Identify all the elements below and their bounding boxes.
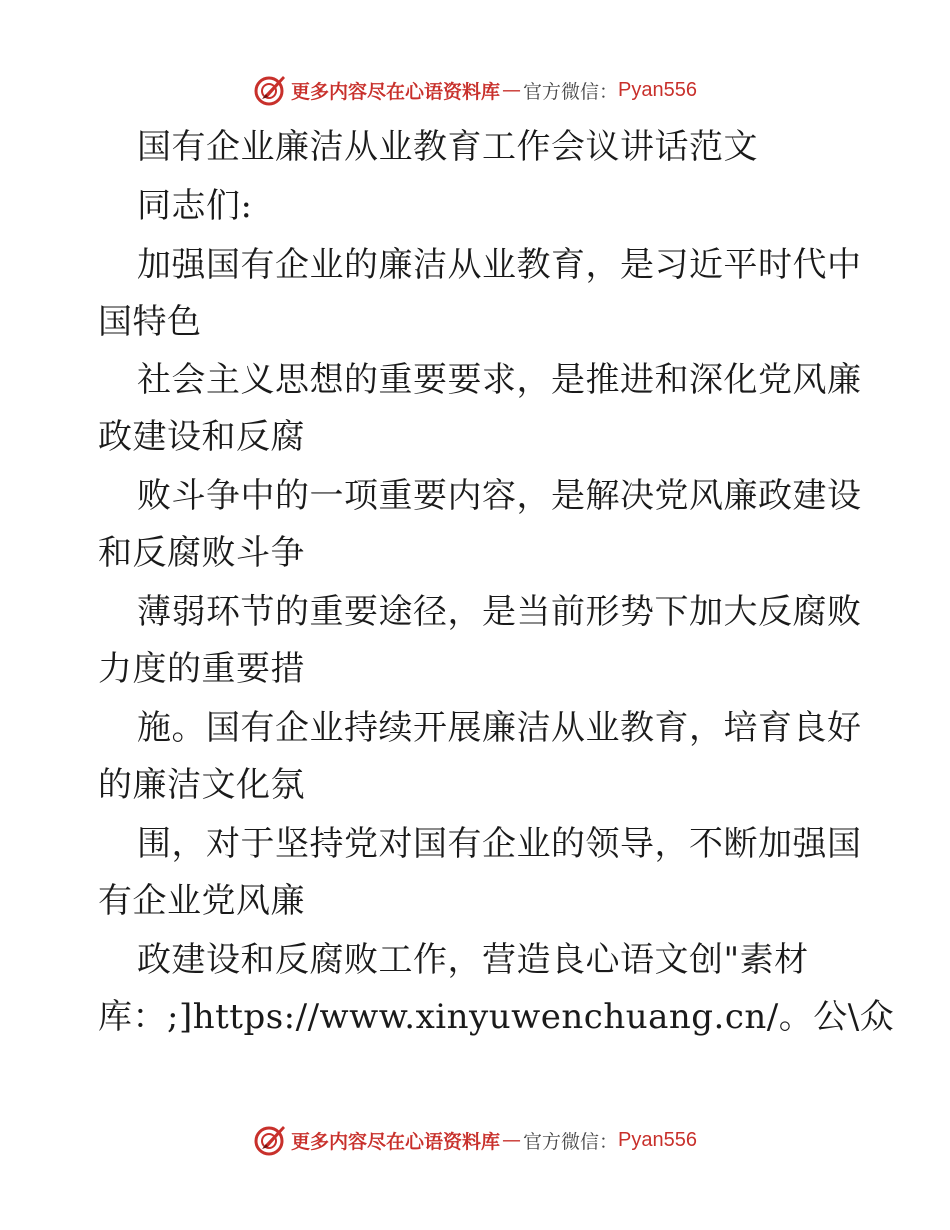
banner-wechat-label: 官方微信： xyxy=(523,80,619,103)
banner-slogan: 更多内容尽在心语资料库 xyxy=(291,1130,501,1153)
paragraph-line: 围，对于坚持党对国有企业的领导，不断加强国 xyxy=(137,824,862,864)
paragraph-line: 国特色 xyxy=(98,302,202,342)
paragraph-line: 施。国有企业持续开展廉洁从业教育，培育良好 xyxy=(137,708,862,748)
header-banner xyxy=(0,70,950,110)
paragraph-line: 社会主义思想的重要要求，是推进和深化党风廉 xyxy=(137,360,862,400)
footer-banner xyxy=(0,1120,950,1160)
quill-pen-logo-icon xyxy=(253,1123,287,1157)
banner-wechat-id: Pyan556 xyxy=(618,78,697,101)
paragraph-line: 薄弱环节的重要途径，是当前形势下加大反腐败 xyxy=(137,592,862,632)
paragraph-line: 和反腐败斗争 xyxy=(98,533,305,573)
paragraph-line-url: 库：;]https://www.xinyuwenchuang.cn/。公\众 xyxy=(98,997,895,1037)
paragraph-line: 的廉洁文化氛 xyxy=(98,765,305,805)
paragraph-line: 力度的重要措 xyxy=(98,649,305,689)
document-title: 国有企业廉洁从业教育工作会议讲话范文 xyxy=(137,127,758,167)
paragraph-line: 政建设和反腐败工作，营造良心语文创"素材 xyxy=(137,940,809,980)
salutation: 同志们: xyxy=(137,186,253,226)
banner-wechat-id: Pyan556 xyxy=(618,1128,697,1151)
banner-slogan: 更多内容尽在心语资料库 xyxy=(291,80,501,103)
paragraph-line: 败斗争中的一项重要内容，是解决党风廉政建设 xyxy=(137,476,862,516)
quill-pen-logo-icon xyxy=(253,73,287,107)
banner-wechat-label: 官方微信： xyxy=(523,1130,619,1153)
banner-separator: — xyxy=(502,79,522,101)
paragraph-line: 政建设和反腐 xyxy=(98,417,305,457)
paragraph-line: 有企业党风廉 xyxy=(98,881,305,921)
paragraph-line: 加强国有企业的廉洁从业教育，是习近平时代中 xyxy=(137,245,862,285)
banner-separator: — xyxy=(502,1129,522,1151)
